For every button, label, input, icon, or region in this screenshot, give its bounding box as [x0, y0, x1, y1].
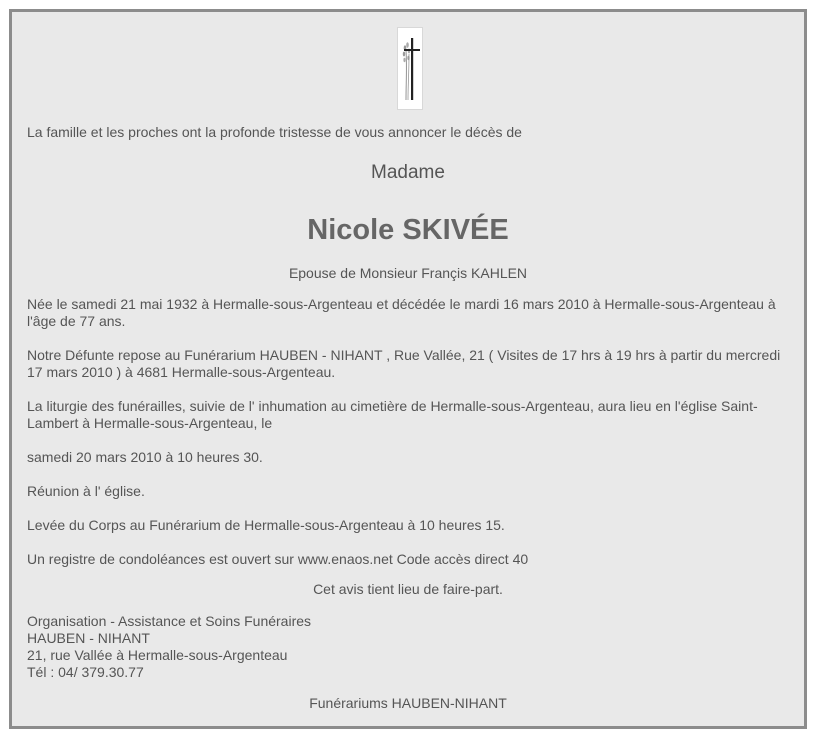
- organisation-phone: Tél : 04/ 379.30.77: [27, 664, 144, 680]
- organisation-line-2: HAUBEN - NIHANT: [27, 630, 150, 646]
- ceremony-date-text: samedi 20 mars 2010 à 10 heures 30.: [27, 449, 263, 465]
- footer-text: Funérariums HAUBEN-NIHANT: [309, 695, 507, 711]
- emblem-frame: [397, 27, 423, 110]
- register-text: Un registre de condoléances est ouvert sur www.enaos.net Code accès direct 40: [27, 551, 529, 567]
- organisation-line-1: Organisation - Assistance et Soins Funéraires: [27, 613, 312, 629]
- levee-text: Levée du Corps au Funérarium de Hermalle-sous-Argenteau à 10 heures 15.: [27, 517, 505, 533]
- spouse-text: Epouse de Monsieur Françis KAHLEN: [288, 265, 528, 281]
- meeting-text: Réunion à l' église.: [27, 483, 145, 499]
- intro-text: La famille et les proches ont la profonde tristesse de vous annoncer le décès de: [27, 124, 522, 140]
- repose-text: Notre Défunte repose au Funérarium HAUBEN - NIHANT , Rue Vallée, 21 ( Visites de 17 hrs à 19 hrs à partir du mercredi 17 mars 2010 ) à 4681 Hermalle-sous-Argenteau.: [27, 347, 781, 380]
- notice-text: Cet avis tient lieu de faire-part.: [313, 581, 503, 597]
- birth-death-text: Née le samedi 21 mai 1932 à Hermalle-sous-Argenteau et décédée le mardi 16 mars 2010 à Hermalle-sous-Argenteau à l'âge de 77 ans.: [27, 296, 776, 329]
- organisation-line-3: 21, rue Vallée à Hermalle-sous-Argenteau: [27, 647, 288, 663]
- title-text: Madame: [371, 162, 445, 183]
- deceased-name: Nicole SKIVÉE: [307, 214, 509, 246]
- obituary-card: [9, 9, 807, 729]
- emblem-caption: RIP: [403, 69, 411, 74]
- liturgy-text: La liturgie des funérailles, suivie de l' inhumation au cimetière de Hermalle-sous-Argenteau, aura lieu en l'église Saint-Lambert à Hermalle-sous-Argenteau, le: [27, 398, 758, 431]
